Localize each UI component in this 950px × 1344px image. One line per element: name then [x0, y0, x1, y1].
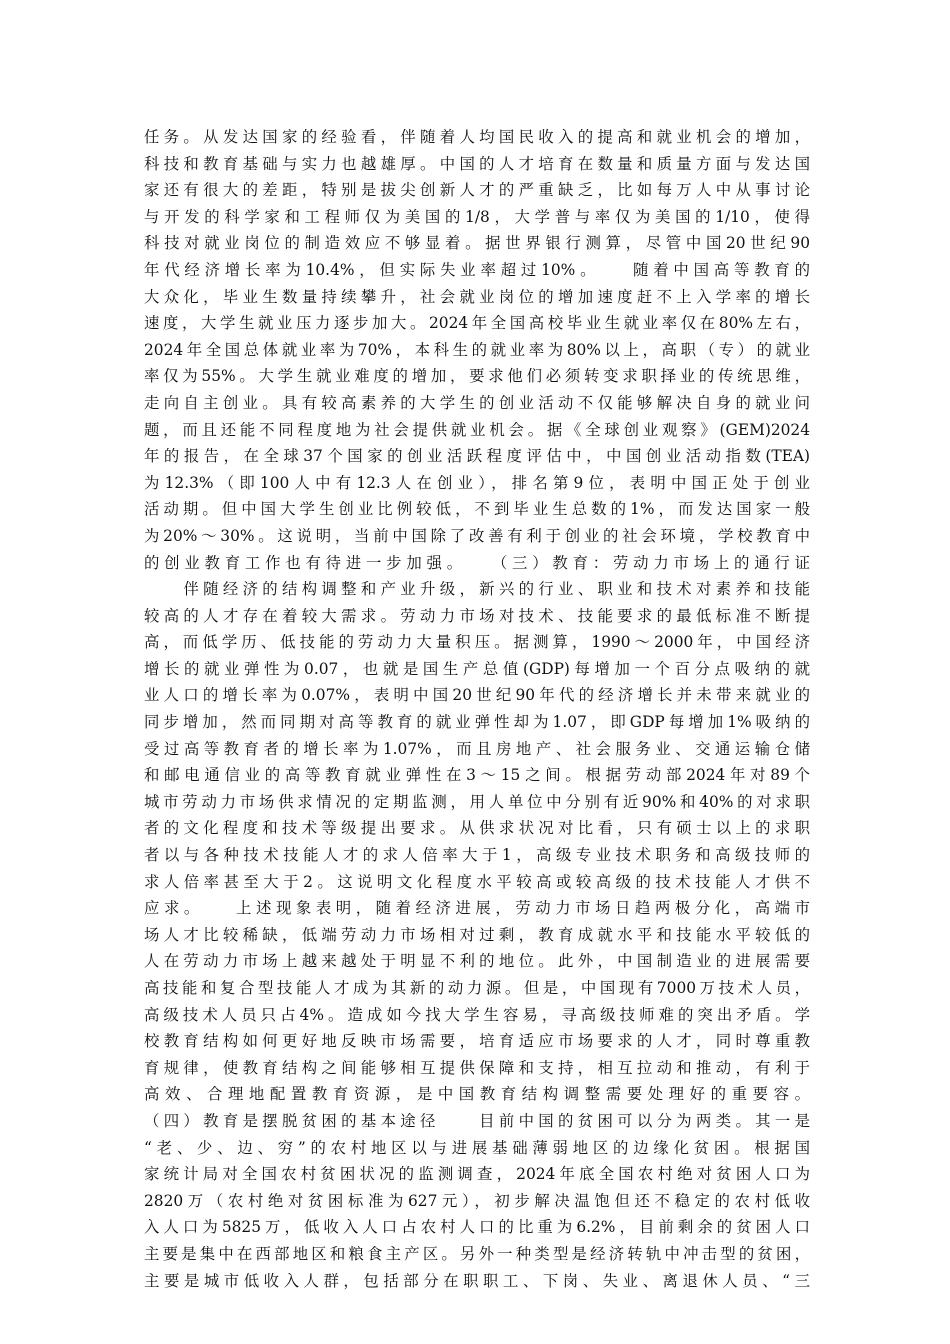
- text-line: 速度，大学生就业压力逐步加大。2024年全国高校毕业生就业率仅在80%左右，: [144, 314, 810, 333]
- text-line: 为20%～30%。这说明，当前中国除了改善有利于创业的社会环境，学校教育中: [144, 526, 810, 545]
- text-line: 大众化，毕业生数量持续攀升，社会就业岗位的增加速度赶不上入学率的增长: [144, 287, 810, 306]
- text-line: 科技对就业岗位的制造效应不够显着。据世界银行测算，尽管中国20世纪90: [144, 234, 810, 253]
- text-line: 校教育结构如何更好地反映市场需要，培育适应市场要求的人才，同时尊重教: [144, 1032, 810, 1051]
- text-line: 任务。从发达国家的经验看，伴随着人均国民收入的提高和就业机会的增加，: [144, 128, 810, 146]
- text-line: 应求。 上述现象表明，随着经济进展，劳动力市场日趋两极分化，高端市: [144, 899, 810, 918]
- text-line: 高技能和复合型技能人才成为其新的动力源。但是，中国现有7000万技术人员，: [144, 979, 810, 997]
- section-heading-line: 的创业教育工作也有待进一步加强。 （三）教育：劳动力市场上的通行证: [144, 553, 810, 572]
- document-body: [144, 124, 810, 1294]
- text-line: 率仅为55%。大学生就业难度的增加，要求他们必须转变求职择业的传统思维，: [144, 367, 810, 386]
- text-line: 高效、合理地配置教育资源，是中国教育结构调整需要处理好的重要容。: [144, 1085, 810, 1104]
- text-line: 和邮电通信业的高等教育就业弹性在3～15之间。根据劳动部2024年对89个: [144, 766, 810, 785]
- text-line: 高级技术人员只占4%。造成如今找大学生容易，寻高级技师难的突出矛盾。学: [144, 1005, 810, 1024]
- text-line: 城市劳动力市场供求情况的定期监测，用人单位中分别有近90%和40%的对求职: [144, 792, 810, 811]
- text-line: 科技和教育基础与实力也越雄厚。中国的人才培育在数量和质量方面与发达国: [144, 154, 810, 173]
- text-line: 业人口的增长率为0.07%，表明中国20世纪90年代的经济增长并未带来就业的: [144, 686, 810, 705]
- text-line: 入人口为5825万，低收入人口占农村人口的比重为6.2%，目前剩余的贫困人口: [144, 1218, 810, 1237]
- text-line: 者的文化程度和技术等级提出要求。从供求状况对比看，只有硕士以上的求职: [144, 819, 810, 838]
- text-line: 较高的人才存在着较大需求。劳动力市场对技术、技能要求的最低标准不断提: [144, 606, 810, 625]
- text-line: 活动期。但中国大学生创业比例较低，不到毕业生总数的1%，而发达国家一般: [144, 500, 810, 519]
- text-line: 高，而低学历、低技能的劳动力大量积压。据测算，1990～2000年，中国经济: [144, 633, 810, 652]
- text-line: 年的报告，在全球37个国家的创业活跃程度评估中，中国创业活动指数(TEA): [144, 447, 810, 466]
- text-line: 主要是集中在西部地区和粮食主产区。另外一种类型是经济转轨中冲击型的贫困，: [144, 1244, 810, 1263]
- text-line: 2024年全国总体就业率为70%，本科生的就业率为80%以上，高职（专）的就业: [144, 340, 810, 359]
- text-line: 育规律，使教育结构之间能够相互提供保障和支持，相互拉动和推动，有利于: [144, 1058, 810, 1077]
- text-line: 受过高等教育者的增长率为1.07%，而且房地产、社会服务业、交通运输仓储: [144, 739, 810, 758]
- text-line: 为12.3%（即100人中有12.3人在创业），排名第9位，表明中国正处于创业: [144, 473, 810, 492]
- text-line: 走向自主创业。具有较高素养的大学生的创业活动不仅能够解决自身的就业问: [144, 393, 810, 412]
- text-line: “老、少、边、穷”的农村地区以与进展基础薄弱地区的边缘化贫困。根据国: [144, 1138, 810, 1157]
- text-line: 家还有很大的差距，特别是拔尖创新人才的严重缺乏，比如每万人中从事讨论: [144, 181, 810, 200]
- text-line: 2820万（农村绝对贫困标准为627元），初步解决温饱但还不稳定的农村低收: [144, 1191, 810, 1210]
- text-line: 增长的就业弹性为0.07，也就是国生产总值(GDP)每增加一个百分点吸纳的就: [144, 659, 810, 678]
- text-line: 家统计局对全国农村贫困状况的监测调查，2024年底全国农村绝对贫困人口为: [144, 1165, 810, 1184]
- text-line: 场人才比较稀缺，低端劳动力市场相对过剩，教育成就水平和技能水平较低的: [144, 925, 810, 944]
- text-line: 年代经济增长率为10.4%，但实际失业率超过10%。 随着中国高等教育的: [144, 260, 810, 279]
- text-line: 同步增加，然而同期对高等教育的就业弹性却为1.07，即GDP每增加1%吸纳的: [144, 713, 810, 732]
- text-line: 求人倍率甚至大于2。这说明文化程度水平较高或较高级的技术技能人才供不: [144, 872, 810, 891]
- section-heading-line: （四）教育是摆脱贫困的基本途径 目前中国的贫困可以分为两类。其一是: [144, 1111, 810, 1130]
- text-line: 题，而且还能不同程度地为社会提供就业机会。据《全球创业观察》(GEM)2024: [144, 420, 810, 439]
- text-line: 与开发的科学家和工程师仅为美国的1/8，大学普与率仅为美国的1/10，使得: [144, 207, 810, 226]
- text-line: 人在劳动力市场上越来越处于明显不利的地位。此外，中国制造业的进展需要: [144, 952, 810, 971]
- text-line: 主要是城市低收入人群，包括部分在职职工、下岗、失业、离退休人员、“三: [144, 1271, 810, 1290]
- text-line: 者以与各种技术技能人才的求人倍率大于1，高级专业技术职务和高级技师的: [144, 846, 810, 865]
- text-line: 伴随经济的结构调整和产业升级，新兴的行业、职业和技术对素养和技能: [144, 580, 810, 599]
